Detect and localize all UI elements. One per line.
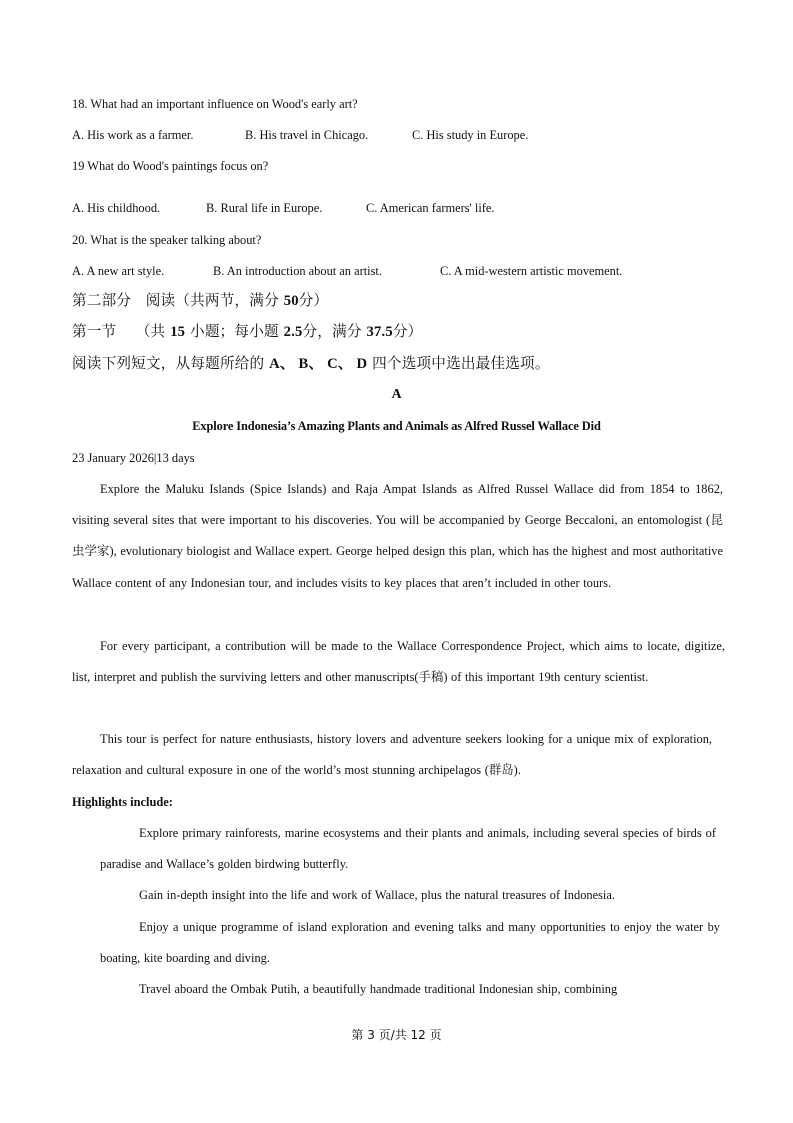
reading-instruction (72, 355, 550, 373)
highlight-item-3: Enjoy a unique programme of island exploration and evening talks and many opportunities to enjoy the water by boating, kite boarding and diving. (100, 920, 720, 966)
part-two-score: 50 (283, 293, 299, 309)
section-one-total: 37.5 (366, 324, 393, 340)
passage-paragraph-3: This tour is perfect for nature enthusiasts, history lovers and adventure seekers looking for a unique mix of exploration, relaxation and cultural exposure in one of the world’s most stunning archipelagos (群岛). (72, 732, 712, 778)
q19-option-c: C. American farmers' life. (366, 201, 495, 215)
question-19: 19 What do Wood's paintings focus on? (72, 159, 269, 173)
highlights-heading: Highlights include: (72, 795, 173, 809)
passage-letter: A (391, 387, 402, 402)
highlight-item-2: Gain in-depth insight into the life and work of Wallace, plus the natural treasures of Indonesia. (139, 888, 615, 902)
part-two-label: 第二部分 (72, 292, 132, 309)
page-footer: 第 3 页/共 12 页 (351, 1028, 442, 1042)
question-18: 18. What had an important influence on Wood's early art? (72, 97, 358, 111)
instruction-options: A、 B、 C、 D (269, 356, 368, 372)
highlight-item-1: Explore primary rainforests, marine ecosystems and their plants and animals, including several species of birds of paradise and Wallace’s golden birdwing butterfly. (100, 826, 716, 872)
q18-option-b: B. His travel in Chicago. (245, 128, 369, 142)
q20-option-b: B. An introduction about an artist. (213, 264, 382, 278)
part-two-desc: 阅读（共两节，满分 (145, 292, 279, 309)
passage-paragraph-1: Explore the Maluku Islands (Spice Islands) and Raja Ampat Islands as Alfred Russel Wallace did from 1854 to 1862, visiting several sites that were important to his discoveries. You will be accompanied by George Beccaloni, an entomologist (昆虫学家), evolutionary biologist and Wallace expert. George helped design this plan, which has the highest and most authoritative Wallace content of any Indonesian tour, and includes visits to key places that aren’t included in other tours. (72, 482, 723, 590)
section-one-label: 第一节 (72, 323, 117, 340)
part-two-heading (72, 292, 328, 310)
highlight-item-4: Travel aboard the Ombak Putih, a beautifully handmade traditional Indonesian ship, combining (139, 982, 618, 996)
instruction-text-b: 四个选项中选出最佳选项。 (372, 355, 550, 372)
q20-option-c: C. A mid-western artistic movement. (440, 264, 623, 278)
part-two-desc-end: 分） (298, 292, 329, 309)
question-20: 20. What is the speaker talking about? (72, 233, 262, 247)
section-one-desc-c: 分，满分 (302, 323, 362, 340)
section-one-count: 15 (170, 324, 186, 340)
section-one-each: 2.5 (283, 324, 303, 340)
q19-option-b: B. Rural life in Europe. (206, 201, 323, 215)
q20-option-a: A. A new art style. (72, 264, 165, 278)
instruction-text-a: 阅读下列短文，从每题所给的 (72, 355, 265, 372)
passage-paragraph-2: For every participant, a contribution will be made to the Wallace Correspondence Project, which aims to locate, digitize, list, interpret and publish the surviving letters and other manuscripts(手稿) of this important 19th century scientist. (72, 639, 725, 685)
q18-option-c: C. His study in Europe. (412, 128, 529, 142)
section-one-desc-d: 分） (392, 323, 423, 340)
section-one-desc-a: （共 (135, 323, 166, 340)
section-one-desc-b: 小题；每小题 (190, 323, 279, 340)
section-one-heading (72, 323, 422, 341)
q18-option-a: A. His work as a farmer. (72, 128, 194, 142)
q19-option-a: A. His childhood. (72, 201, 161, 215)
passage-title: Explore Indonesia’s Amazing Plants and Animals as Alfred Russel Wallace Did (192, 419, 601, 433)
passage-dateline: 23 January 2026|13 days (72, 451, 195, 465)
